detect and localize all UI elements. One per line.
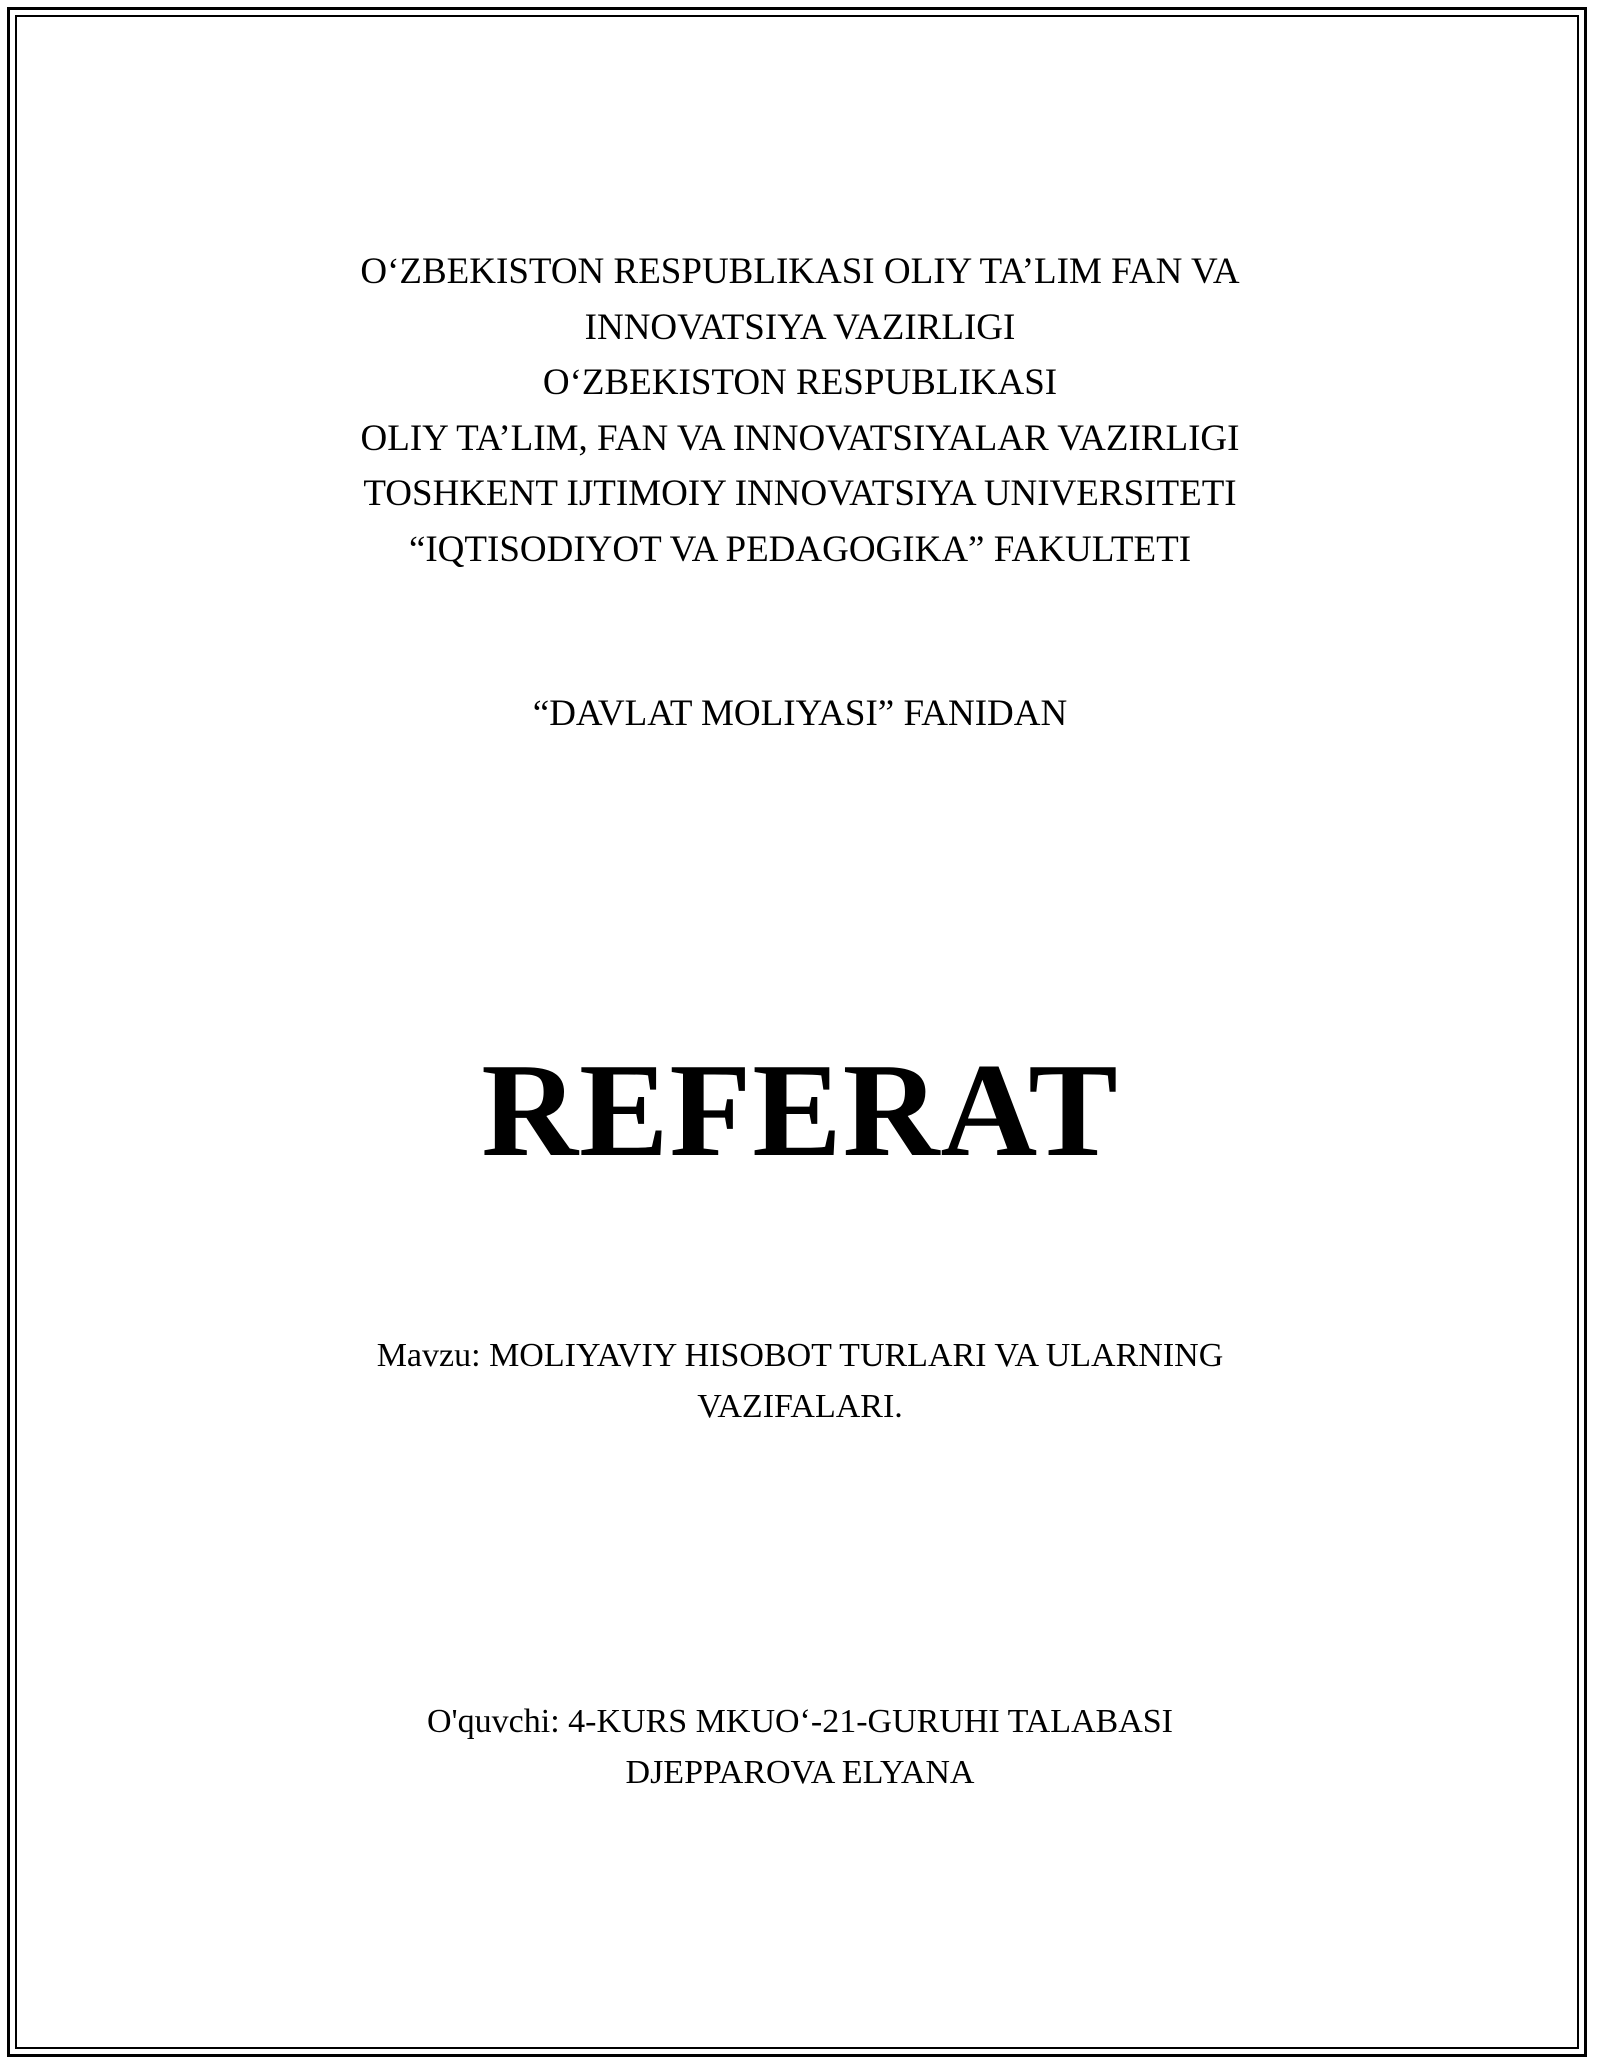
university-name: TOSHKENT IJTIMOIY INNOVATSIYA UNIVERSITETI (363, 473, 1237, 514)
subject-line (0, 686, 1600, 742)
student-block (0, 1696, 1600, 1798)
header-line-4: OLIY TA’LIM, FAN VA INNOVATSIYALAR VAZIRLIGI (360, 417, 1240, 459)
topic-block (0, 1330, 1600, 1432)
ministry-header (0, 244, 1600, 577)
header-line-2: INNOVATSIYA VAZIRLIGI (584, 306, 1016, 348)
header-line-1: O‘ZBEKISTON RESPUBLIKASI OLIY TA’LIM FAN VA (360, 251, 1240, 292)
document-title (0, 1030, 1600, 1190)
topic-line-1: Mavzu: MOLIYAVIY HISOBOT TURLARI VA ULARNING (376, 1337, 1224, 1374)
student-name: DJEPPAROVA ELYANA (625, 1754, 975, 1791)
student-line-1: O'quvchi: 4-KURS MKUO‘-21-GURUHI TALABASI (426, 1703, 1174, 1740)
header-line-3: O‘ZBEKISTON RESPUBLIKASI (542, 362, 1058, 403)
title-text: REFERAT (481, 1036, 1119, 1184)
subject-text: “DAVLAT MOLIYASI” FANIDAN (532, 693, 1068, 734)
faculty-name: “IQTISODIYOT VA PEDAGOGIKA” FAKULTETI (408, 528, 1192, 570)
topic-line-2: VAZIFALARI. (697, 1388, 903, 1425)
